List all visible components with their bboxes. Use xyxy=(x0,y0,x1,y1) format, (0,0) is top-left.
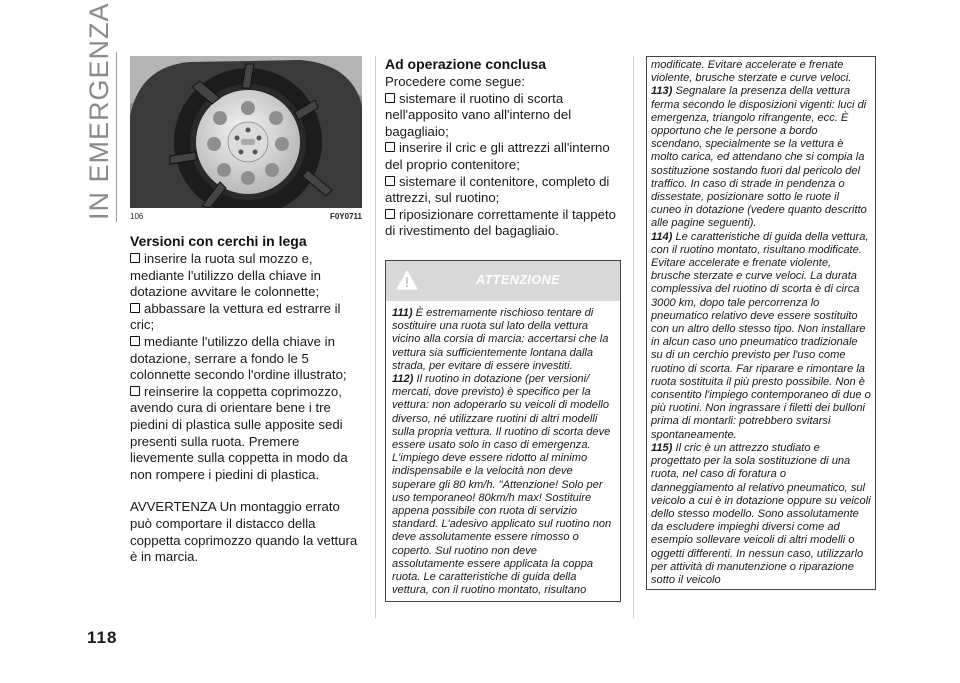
list-item: sistemare il ruotino di scorta nell'apposito vano all'interno del bagagliaio; xyxy=(385,90,572,139)
figure-code: F0Y0711 xyxy=(329,212,362,221)
checkbox-bullet-icon xyxy=(130,253,140,263)
checkbox-bullet-icon xyxy=(385,176,395,186)
section-heading: Ad operazione conclusa xyxy=(385,56,547,72)
wheel-illustration xyxy=(130,56,362,208)
side-divider xyxy=(116,52,117,222)
checkbox-bullet-icon xyxy=(385,209,395,219)
list-item: inserire la ruota sul mozzo e, mediante l'utilizzo della chiave in dotazione avvitare le colonnette; xyxy=(130,251,321,300)
list-item: abbassare la vettura ed estrarre il cric; xyxy=(130,300,341,333)
figure-number: 106 xyxy=(130,212,144,221)
warning-item: 115) Il cric è un attrezzo studiato e progettato per la sola sostituzione di una ruota, nel caso di foratura o danneggiamento al relativo pneumatico, sul veicolo a cui è in dotazione oppure su veicoli dello stesso modello. Sono assolutamente da escludere impieghi diversi come ad esempio sollevare veicoli di altri modelli o oggetti differenti. In nessun caso, utilizzarlo per attività di manutenzione o riparazione sotto il veicolo xyxy=(651,441,871,586)
column-3 xyxy=(646,56,876,590)
list-item: inserire il cric e gli attrezzi all'interno del proprio contenitore; xyxy=(385,140,610,172)
list-item: mediante l'utilizzo della chiave in dotazione, serrare a fondo le 5 colonnette secondo l'ordine illustrato; xyxy=(130,333,347,383)
section-side-title xyxy=(82,2,114,222)
section-title-text: IN EMERGENZA xyxy=(84,2,114,220)
figure-caption xyxy=(130,212,362,221)
warning-item: 112) Il ruotino in dotazione (per versioni/ mercati, dove previsto) è specifico per la vettura: non adoperarlo su veicoli di modello diverso, né utilizzare ruotini di altri modelli sulla propria vettura. Il ruotino di scorta deve essere usato solo in caso di emergenza. L'impiego deve essere ridotto al minimo indispensabile e la velocità non deve superare gli 80 km/h. "Attenzione! Solo per uso temporaneo! 80km/h max! Sostituire appena possibile con ruota di servizio standard. L'adesivo applicato sul ruotino non deve assolutamente essere rimosso o coperto. Sul ruotino non deve assolutamente essere applicata la coppa ruota. Le caratteristiche di guida della vettura, con il ruotino montato, risultano xyxy=(392,372,612,597)
wheel-figure xyxy=(130,56,362,208)
column-divider xyxy=(633,56,634,618)
column-2 xyxy=(385,56,621,602)
checkbox-bullet-icon xyxy=(130,386,140,396)
list-item: reinserire la coppetta coprimozzo, avendo cura di orientare bene i tre piedini di plastica sulle apposite sedi presenti sulla ruota. Premere lievemente sulla coppetta in modo da non rompere i piedini di plastica. xyxy=(130,383,348,482)
list-item: sistemare il contenitore, completo di attrezzi, sul ruotino; xyxy=(385,173,610,206)
column-divider xyxy=(375,56,376,618)
warning-item: 114) Le caratteristiche di guida della vettura, con il ruotino montato, risultano modificate. Evitare accelerate e frenate violente, brusche sterzate e curve veloci. La durata complessiva del ruotino di scorta è di circa 3000 km, dopo tale percorrenza lo pneumatico relativo deve essere sostituito con un altro dello stesso tipo. Non installare in alcun caso uno pneumatico tradizionale su di un cerchio previsto per l'uso come ruotino di scorta. Far riparare e rimontare la ruota sostituita il più presto possibile. Non è consentito l'impiego contemporaneo di due o più ruotini. Non ingrassare i filetti dei bulloni prima di montarli: potrebbero svitarsi spontaneamente. xyxy=(651,230,871,441)
checkbox-bullet-icon xyxy=(130,303,140,313)
warning-body xyxy=(386,301,620,601)
list-item: riposizionare correttamente il tappeto di rivestimento del bagagliaio. xyxy=(385,206,616,239)
warning-box xyxy=(385,260,621,602)
section-heading: Versioni con cerchi in lega xyxy=(130,233,307,249)
intro-text: Procedere come segue: xyxy=(385,74,526,89)
column-1 xyxy=(130,56,362,566)
checkbox-bullet-icon xyxy=(385,93,395,103)
warning-continuation: modificate. Evitare accelerate e frenate violente, brusche sterzate e curve veloci. xyxy=(651,59,852,85)
page-number: 118 xyxy=(87,628,118,647)
warning-title: ATTENZIONE xyxy=(476,272,560,287)
warning-item: 111) È estremamente rischioso tentare di sostituire una ruota sul lato della vettura vicino alla corsia di marcia: accertarsi che la vettura sia sufficientemente lontana dalla strada, per evitare di essere investiti. xyxy=(392,306,609,372)
checkbox-bullet-icon xyxy=(130,336,140,346)
warning-item: 113) Segnalare la presenza della vettura ferma secondo le disposizioni vigenti: luci di emergenza, triangolo rifrangente, ecc. È opportuno che le persone a bordo scendano, specialmente se la vettura è molto carica, ed attendano che si compia la sostituzione sostando fuori dal pericolo del traffico. In caso di strade in pendenza o dissestate, posizionare sotto le ruote il cuneo in dotazione (vedere quanto descritto alle pagine seguenti). xyxy=(651,85,867,230)
checkbox-bullet-icon xyxy=(385,142,395,152)
warning-header xyxy=(386,261,620,301)
warning-continuation-box xyxy=(646,56,876,590)
warning-note: AVVERTENZA Un montaggio errato può comportare il distacco della coppetta coprimozzo quando la vettura è in marcia. xyxy=(130,499,358,565)
